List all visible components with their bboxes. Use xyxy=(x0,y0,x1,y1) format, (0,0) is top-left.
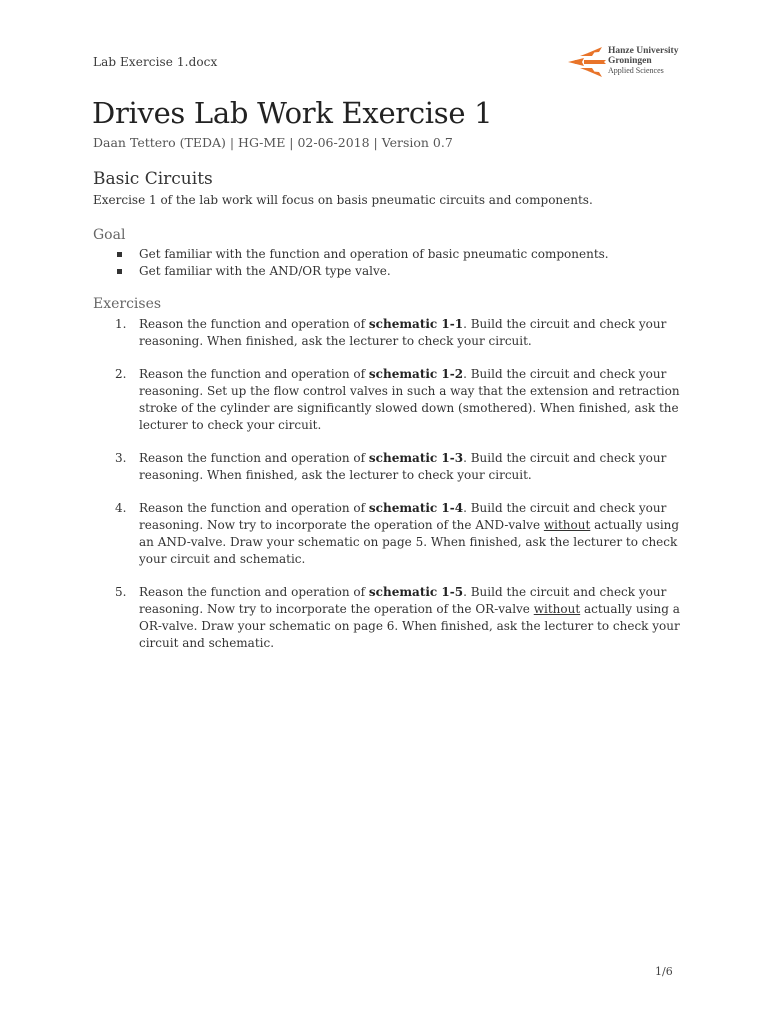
exercise-text: actually using a OR-valve. Draw your schematic on page 6. When finished, ask the lecturer to check your circuit and schematic. xyxy=(139,602,680,650)
page-number: 1/6 xyxy=(655,965,673,978)
bullet-square-icon xyxy=(117,252,122,257)
goal-heading: Goal xyxy=(93,227,126,243)
exercise-text: Reason the function and operation of xyxy=(139,451,369,465)
goal-item xyxy=(93,263,683,280)
exercise-text: Reason the function and operation of xyxy=(139,585,369,599)
section-intro: Exercise 1 of the lab work will focus on basis pneumatic circuits and components. xyxy=(93,193,593,207)
exercise-item xyxy=(93,584,683,652)
logo-line-2: Groningen xyxy=(608,56,652,66)
exercise-text: . Build the circuit and check your reasoning. When finished, ask the lecturer to check your circuit. xyxy=(139,317,667,348)
exercise-number: 3. xyxy=(115,451,127,465)
exercise-text: . Build the circuit and check your reasoning. Now try to incorporate the operation of the OR-valve xyxy=(139,585,667,616)
goal-item-text: Get familiar with the AND/OR type valve. xyxy=(139,264,391,278)
hanze-logo-icon xyxy=(566,44,610,80)
goal-list xyxy=(93,246,683,280)
exercise-schematic: schematic 1-3 xyxy=(368,451,464,465)
exercise-schematic: schematic 1-5 xyxy=(368,585,464,599)
exercise-schematic: schematic 1-1 xyxy=(368,317,464,331)
exercise-item xyxy=(93,316,683,350)
exercise-text: actually using an AND-valve. Draw your schematic on page 5. When finished, ask the lecturer to check your circuit and schematic. xyxy=(139,518,680,566)
exercise-number: 4. xyxy=(115,501,127,515)
exercise-schematic: schematic 1-4 xyxy=(368,501,464,515)
header-filename: Lab Exercise 1.docx xyxy=(93,55,218,69)
exercise-text: . Build the circuit and check your reasoning. Now try to incorporate the operation of the AND-valve xyxy=(139,501,667,532)
exercise-number: 5. xyxy=(115,585,127,599)
document-subtitle: Daan Tettero (TEDA) | HG-ME | 02-06-2018 | Version 0.7 xyxy=(93,135,453,150)
exercise-item xyxy=(93,500,683,568)
exercise-text: . Build the circuit and check your reasoning. Set up the flow control valves in such a way that the extension and retraction stroke of the cylinder are significantly slowed down (smothered). When finished, ask the lecturer to check your circuit. xyxy=(139,367,680,432)
exercise-list xyxy=(93,316,683,668)
bullet-square-icon xyxy=(117,269,122,274)
exercise-item xyxy=(93,366,683,434)
exercise-schematic: schematic 1-2 xyxy=(368,367,464,381)
exercise-text: Reason the function and operation of xyxy=(139,317,369,331)
exercise-text: . Build the circuit and check your reasoning. When finished, ask the lecturer to check your circuit. xyxy=(139,451,667,482)
logo-text xyxy=(608,46,678,76)
exercise-number: 2. xyxy=(115,367,127,381)
goal-item-text: Get familiar with the function and operation of basic pneumatic components. xyxy=(139,247,609,261)
exercise-text: Reason the function and operation of xyxy=(139,501,369,515)
exercise-item xyxy=(93,450,683,484)
hanze-logo xyxy=(566,44,686,80)
document-title: Drives Lab Work Exercise 1 xyxy=(92,96,493,130)
exercise-emphasis: without xyxy=(543,518,591,532)
exercise-text: Reason the function and operation of xyxy=(139,367,369,381)
exercises-heading: Exercises xyxy=(93,296,162,312)
exercise-emphasis: without xyxy=(533,602,581,616)
exercise-number: 1. xyxy=(115,317,127,331)
logo-line-3: Applied Sciences xyxy=(608,66,664,75)
logo-line-1: Hanze University xyxy=(608,46,679,56)
section-title: Basic Circuits xyxy=(93,169,213,189)
goal-item xyxy=(93,246,683,263)
